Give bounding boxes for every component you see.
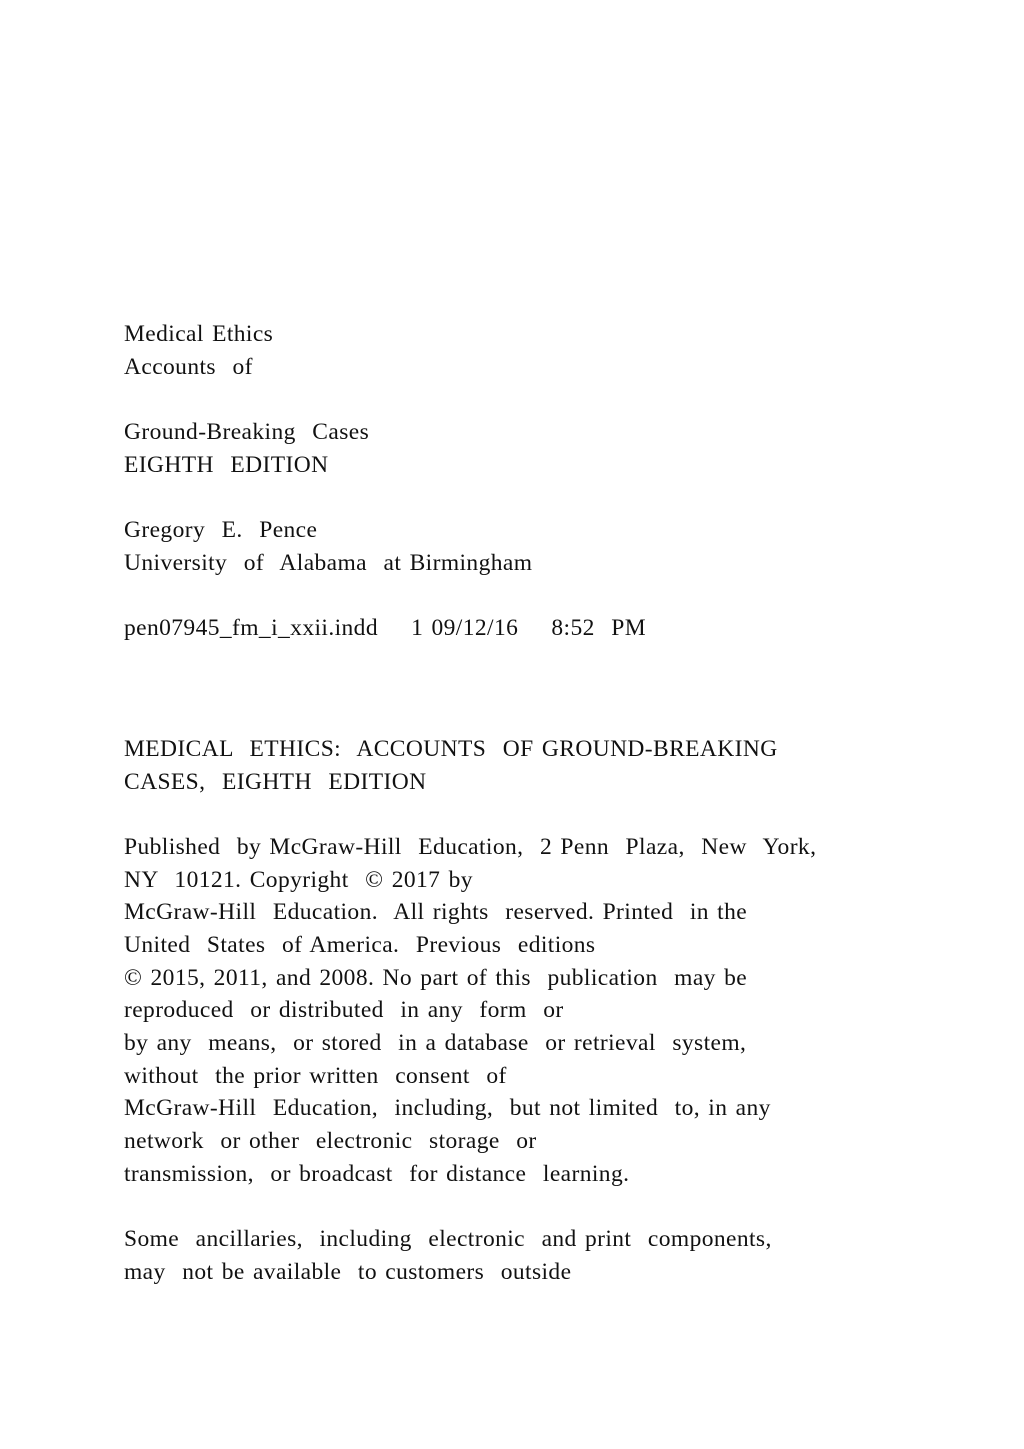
copyright-title-line: MEDICAL ETHICS: ACCOUNTS OF GROUND-BREAKING [124,735,778,762]
book-title-line: Medical Ethics [124,321,274,347]
paragraph-line: NY 10121. Copyright © 2017 by [124,866,473,893]
author-affiliation: University of Alabama at Birmingham [124,549,533,576]
paragraph-line: may not be available to customers outside [124,1258,572,1285]
spacer [124,645,944,733]
paragraph-line: without the prior written consent of [124,1062,507,1089]
paragraph-line: Published by McGraw-Hill Education, 2 Penn Plaza, New York, [124,833,817,860]
paragraph-line: transmission, or broadcast for distance learning. [124,1160,630,1187]
paragraph-line: United States of America. Previous editions [124,932,596,958]
copyright-title-block [124,733,944,798]
ancillaries-paragraph [124,1223,944,1288]
spacer [124,481,944,514]
file-slug: pen07945_fm_i_xxii.indd 1 09/12/16 8:52 PM [124,615,647,642]
author-name: Gregory E. Pence [124,517,318,544]
book-subtitle-line: Ground-Breaking Cases [124,419,370,446]
copyright-paragraph [124,831,944,1191]
copyright-title-line: CASES, EIGHTH EDITION [124,768,427,795]
subtitle-block [124,416,944,481]
paragraph-line: network or other electronic storage or [124,1128,537,1155]
paragraph-line: © 2015, 2011, and 2008. No part of this publication may be [124,964,748,991]
spacer [124,1191,944,1224]
spacer [124,580,944,613]
paragraph-line: McGraw-Hill Education. All rights reserved. Printed in the [124,899,748,926]
book-title-line: Accounts of [124,353,253,380]
edition-line: EIGHTH EDITION [124,451,329,478]
paragraph-line: by any means, or stored in a database or retrieval system, [124,1030,747,1057]
document-page [124,318,944,1289]
spacer [124,383,944,416]
paragraph-line: McGraw-Hill Education, including, but not limited to, in any [124,1095,771,1122]
spacer [124,798,944,831]
paragraph-line: reproduced or distributed in any form or [124,997,564,1024]
title-block [124,318,944,383]
paragraph-line: Some ancillaries, including electronic and print components, [124,1226,772,1253]
author-block [124,514,944,579]
